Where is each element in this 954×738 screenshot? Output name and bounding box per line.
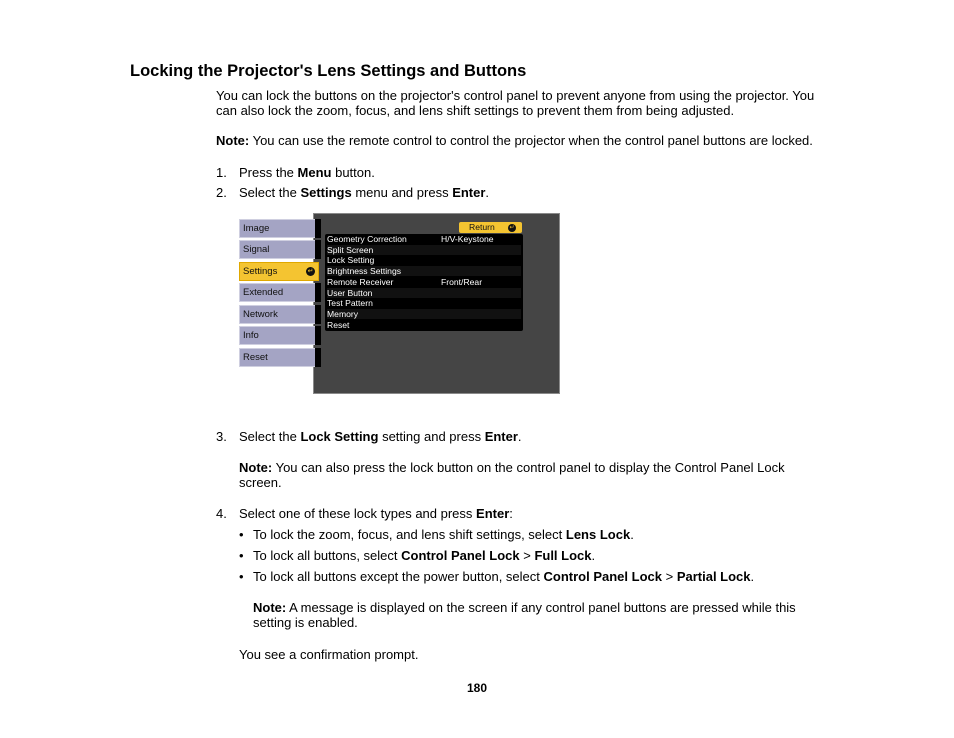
step-text: Select one of these lock types and press — [239, 506, 477, 521]
bullet-marker: • — [239, 569, 244, 584]
submenu-item-split-screen[interactable] — [327, 245, 521, 255]
submenu-item-test-pattern[interactable] — [327, 298, 521, 308]
step-bold: Enter — [484, 429, 518, 444]
item-label: Test Pattern — [327, 298, 373, 308]
menu-tab-signal[interactable] — [239, 240, 319, 259]
note-text: A message is displayed on the screen if any control panel buttons are pressed while this — [286, 600, 796, 615]
tab-label: Extended — [243, 287, 284, 298]
page-title: Locking the Projector's Lens Settings and Buttons — [130, 62, 527, 80]
step-number: 2. — [216, 185, 227, 200]
item-label: Split Screen — [327, 245, 374, 255]
item-value: Front/Rear — [441, 277, 483, 287]
intro-line: You can lock the buttons on the projector's control panel to prevent anyone from using the projector. You — [216, 88, 815, 103]
item-label: Geometry Correction — [327, 234, 407, 244]
bullet-text: To lock all buttons except the power button, select — [253, 569, 544, 584]
step-number: 4. — [216, 506, 227, 521]
page-number: 180 — [466, 681, 488, 695]
bullet-marker: • — [239, 527, 244, 542]
bullet-text: > — [661, 569, 677, 584]
step-bold: Settings — [300, 185, 352, 200]
note-text: setting is enabled. — [253, 615, 358, 630]
step-bold: Lock Setting — [300, 429, 379, 444]
step-number: 1. — [216, 165, 227, 180]
note-remote — [216, 133, 836, 148]
note-lock-button — [239, 460, 819, 490]
bullet-marker: • — [239, 548, 244, 563]
submenu-item-reset[interactable] — [327, 320, 521, 330]
tab-edge — [315, 326, 321, 345]
tab-label: Settings — [243, 266, 278, 277]
bullet-full-lock — [239, 548, 595, 563]
step-text: . — [485, 185, 490, 200]
item-label: Memory — [327, 309, 359, 319]
submenu-item-user-button[interactable] — [327, 288, 521, 298]
step-text: setting and press — [378, 429, 485, 444]
intro-line: can also lock the zoom, focus, and lens shift settings to prevent them from being adjusted. — [216, 103, 735, 118]
tab-label: Network — [243, 309, 278, 320]
tab-label: Image — [243, 223, 270, 234]
step-bold: Enter — [452, 185, 486, 200]
item-label: Brightness Settings — [327, 266, 402, 276]
tab-edge — [315, 240, 321, 259]
return-label: Return — [469, 222, 495, 232]
bullet-bold: Partial Lock — [676, 569, 751, 584]
step-text: button. — [331, 165, 375, 180]
enter-icon: ↵ — [509, 224, 515, 231]
tab-label: Reset — [243, 352, 268, 363]
bullet-bold: Control Panel Lock — [543, 569, 662, 584]
step-4 — [216, 506, 513, 521]
item-label: Lock Setting — [327, 255, 375, 265]
step-text: Select the — [239, 185, 301, 200]
tab-edge — [315, 348, 321, 367]
step-text: . — [517, 429, 522, 444]
note-text: screen. — [239, 475, 282, 490]
note-message — [253, 600, 813, 630]
bullet-text: . — [750, 569, 755, 584]
item-value: H/V-Keystone — [441, 234, 494, 244]
submenu-item-remote-receiver[interactable] — [327, 277, 521, 287]
note-text: You can use the remote control to control the projector when the control panel buttons are locked. — [249, 133, 813, 148]
bullet-text: To lock all buttons, select — [253, 548, 402, 563]
item-label: Remote Receiver — [327, 277, 394, 287]
note-label: Note: — [253, 600, 287, 615]
tab-edge — [315, 219, 321, 238]
bullet-lens-lock — [239, 527, 634, 542]
item-label: User Button — [327, 288, 373, 298]
submenu-item-brightness-settings[interactable] — [327, 266, 521, 276]
step-1 — [216, 165, 375, 180]
step-bold: Menu — [297, 165, 332, 180]
step-text: : — [509, 506, 513, 521]
submenu-item-geometry-correction[interactable] — [327, 234, 521, 244]
submenu-item-lock-setting[interactable] — [327, 255, 521, 265]
bullet-bold: Lens Lock — [565, 527, 631, 542]
note-label: Note: — [239, 460, 273, 475]
bullet-text: . — [591, 548, 596, 563]
step-2 — [216, 185, 489, 200]
item-label: Reset — [327, 320, 350, 330]
confirmation-text: You see a confirmation prompt. — [239, 647, 419, 662]
bullet-partial-lock — [239, 569, 754, 584]
bullet-text: . — [630, 527, 634, 542]
note-text: You can also press the lock button on the control panel to display the Control Panel Lock — [272, 460, 785, 475]
bullet-text: > — [519, 548, 535, 563]
tab-edge — [315, 305, 321, 324]
return-button[interactable] — [459, 222, 522, 233]
menu-tab-network[interactable] — [239, 305, 319, 324]
step-bold: Enter — [476, 506, 510, 521]
enter-icon: ↵ — [307, 268, 314, 275]
submenu-item-memory[interactable] — [327, 309, 521, 319]
menu-tab-image[interactable] — [239, 219, 319, 238]
tab-label: Signal — [243, 244, 270, 255]
bullet-text: To lock the zoom, focus, and lens shift settings, select — [253, 527, 566, 542]
step-3 — [216, 429, 522, 444]
step-number: 3. — [216, 429, 227, 444]
note-label: Note: — [216, 133, 250, 148]
bullet-bold: Full Lock — [534, 548, 592, 563]
menu-tab-extended[interactable] — [239, 283, 319, 302]
step-text: menu and press — [351, 185, 453, 200]
menu-tab-reset[interactable] — [239, 348, 319, 367]
step-text: Select the — [239, 429, 301, 444]
bullet-bold: Control Panel Lock — [401, 548, 520, 563]
intro-paragraph — [216, 88, 836, 118]
menu-tab-settings[interactable] — [239, 262, 319, 281]
menu-tab-info[interactable] — [239, 326, 319, 345]
tab-edge — [315, 283, 321, 302]
tab-label: Info — [243, 330, 259, 341]
step-text: Press the — [239, 165, 298, 180]
